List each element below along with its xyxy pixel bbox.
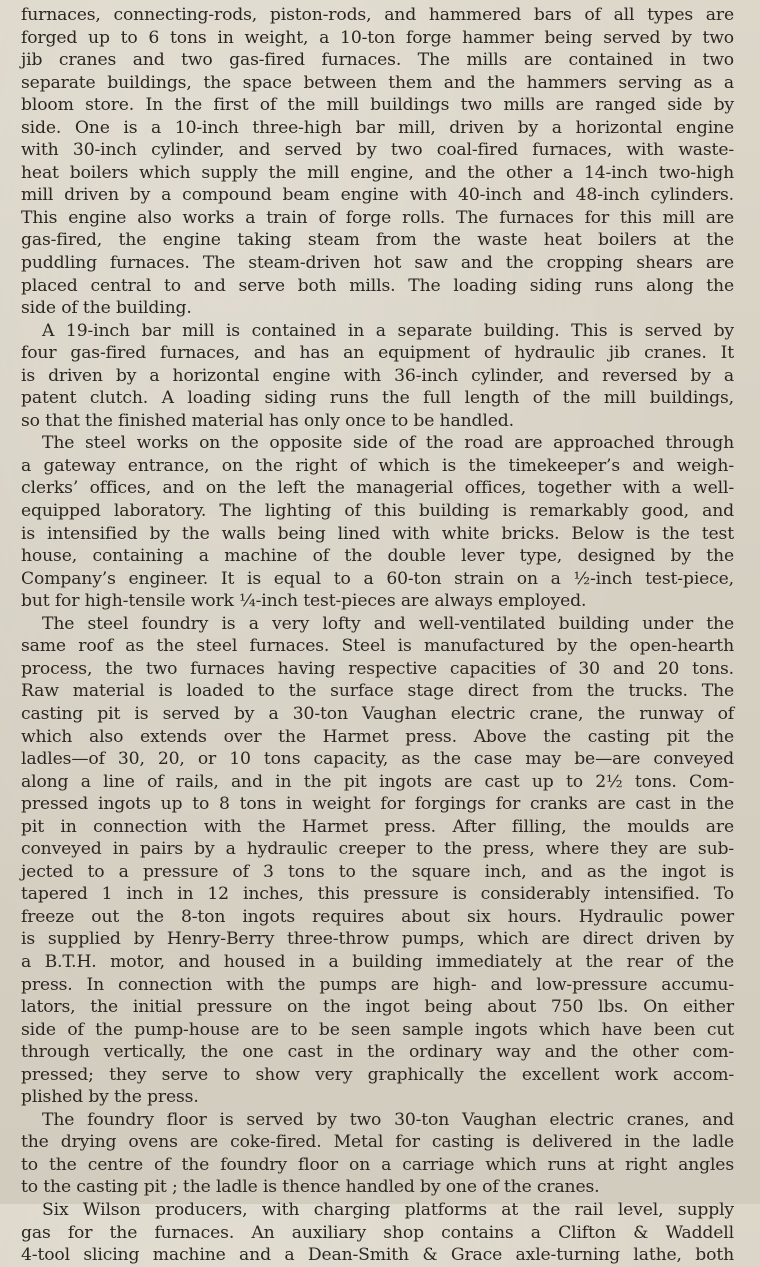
text-line: This engine also works a train of forge rolls. The furnaces for this mill are <box>21 207 734 228</box>
text-line: side. One is a 10-inch three-high bar mill, driven by a horizontal engine <box>21 117 734 138</box>
page-text-body <box>21 4 734 1267</box>
text-line: clerks’ offices, and on the left the managerial offices, together with a well- <box>21 478 734 499</box>
text-line: mill driven by a compound beam engine with 40-inch and 48-inch cylinders. <box>21 185 734 206</box>
text-line: side of the building. <box>21 298 192 319</box>
text-line: to the casting pit ; the ladle is thence handled by one of the cranes. <box>21 1177 600 1198</box>
text-line: Raw material is loaded to the surface stage direct from the trucks. The <box>21 681 734 702</box>
text-line: conveyed in pairs by a hydraulic creeper to the press, where they are sub- <box>21 839 734 860</box>
text-line: is intensified by the walls being lined with white bricks. Below is the test <box>21 523 734 544</box>
text-line: heat boilers which supply the mill engine, and the other a 14-inch two-high <box>21 162 734 183</box>
text-line: a B.T.H. motor, and housed in a building immediately at the rear of the <box>21 951 734 972</box>
text-line: equipped laboratory. The lighting of this building is remarkably good, and <box>21 501 734 522</box>
text-line: bloom store. In the first of the mill buildings two mills are ranged side by <box>21 95 734 116</box>
text-line: Six Wilson producers, with charging platforms at the rail level, supply <box>42 1199 734 1220</box>
text-line: to the centre of the foundry floor on a carriage which runs at right angles <box>21 1154 734 1175</box>
text-line: process, the two furnaces having respective capacities of 30 and 20 tons. <box>21 658 734 679</box>
text-line: casting pit is served by a 30-ton Vaughan electric crane, the runway of <box>21 703 734 724</box>
text-line: forged up to 6 tons in weight, a 10-ton forge hammer being served by two <box>21 27 734 48</box>
text-line: 4-tool slicing machine and a Dean-Smith & Grace axle-turning lathe, both <box>21 1245 734 1266</box>
text-line: separate buildings, the space between them and the hammers serving as a <box>21 72 734 93</box>
text-line: press. In connection with the pumps are high- and low-pressure accumu- <box>21 974 734 995</box>
text-line: The steel foundry is a very lofty and well-ventilated building under the <box>42 613 734 634</box>
text-line: same roof as the steel furnaces. Steel is manufactured by the open-hearth <box>21 636 734 657</box>
text-line: patent clutch. A loading siding runs the full length of the mill buildings, <box>21 388 734 409</box>
text-line: with 30-inch cylinder, and served by two coal-fired furnaces, with waste- <box>21 140 734 161</box>
text-line: The foundry floor is served by two 30-ton Vaughan electric cranes, and <box>42 1109 734 1130</box>
text-line: is driven by a horizontal engine with 36-inch cylinder, and reversed by a <box>21 365 734 386</box>
text-line: four gas-fired furnaces, and has an equipment of hydraulic jib cranes. It <box>21 343 734 364</box>
text-line: tapered 1 inch in 12 inches, this pressure is considerably intensified. To <box>21 884 734 905</box>
text-line: A 19-inch bar mill is contained in a separate building. This is served by <box>42 320 734 341</box>
text-line: so that the finished material has only once to be handled. <box>21 410 514 431</box>
text-line: the drying ovens are coke-fired. Metal for casting is delivered in the ladle <box>21 1132 734 1153</box>
text-line: pressed; they serve to show very graphically the excellent work accom- <box>21 1064 734 1085</box>
text-line: but for high-tensile work ¼-inch test-pieces are always employed. <box>21 591 587 612</box>
text-line: Company’s engineer. It is equal to a 60-ton strain on a ½-inch test-piece, <box>21 568 734 589</box>
text-line: side of the pump-house are to be seen sample ingots which have been cut <box>21 1019 734 1040</box>
text-line: jected to a pressure of 3 tons to the square inch, and as the ingot is <box>21 861 734 882</box>
text-line: The steel works on the opposite side of the road are approached through <box>42 433 734 454</box>
text-line: is supplied by Henry-Berry three-throw pumps, which are direct driven by <box>21 929 734 950</box>
text-line: jib cranes and two gas-fired furnaces. The mills are contained in two <box>21 50 734 71</box>
text-line: gas for the furnaces. An auxiliary shop contains a Clifton & Waddell <box>21 1222 734 1243</box>
text-line: ladles—of 30, 20, or 10 tons capacity, as the case may be—are conveyed <box>21 749 734 770</box>
text-line: gas-fired, the engine taking steam from the waste heat boilers at the <box>21 230 734 251</box>
text-line: freeze out the 8-ton ingots requires about six hours. Hydraulic power <box>21 906 734 927</box>
text-line: a gateway entrance, on the right of which is the timekeeper’s and weigh- <box>21 455 734 476</box>
text-line: furnaces, connecting-rods, piston-rods, and hammered bars of all types are <box>21 5 734 25</box>
text-line: pressed ingots up to 8 tons in weight for forgings for cranks are cast in the <box>21 794 734 815</box>
text-line: placed central to and serve both mills. The loading siding runs along the <box>21 275 734 296</box>
text-line: along a line of rails, and in the pit ingots are cast up to 2½ tons. Com- <box>21 771 734 792</box>
text-line: lators, the initial pressure on the ingot being about 750 lbs. On either <box>21 997 734 1018</box>
text-line: plished by the press. <box>21 1087 199 1108</box>
text-line: which also extends over the Harmet press. Above the casting pit the <box>21 726 734 747</box>
text-line: puddling furnaces. The steam-driven hot saw and the cropping shears are <box>21 253 734 274</box>
text-line: through vertically, the one cast in the ordinary way and the other com- <box>21 1042 734 1063</box>
text-line: pit in connection with the Harmet press. After filling, the moulds are <box>21 816 734 837</box>
text-line: house, containing a machine of the double lever type, designed by the <box>21 546 734 567</box>
